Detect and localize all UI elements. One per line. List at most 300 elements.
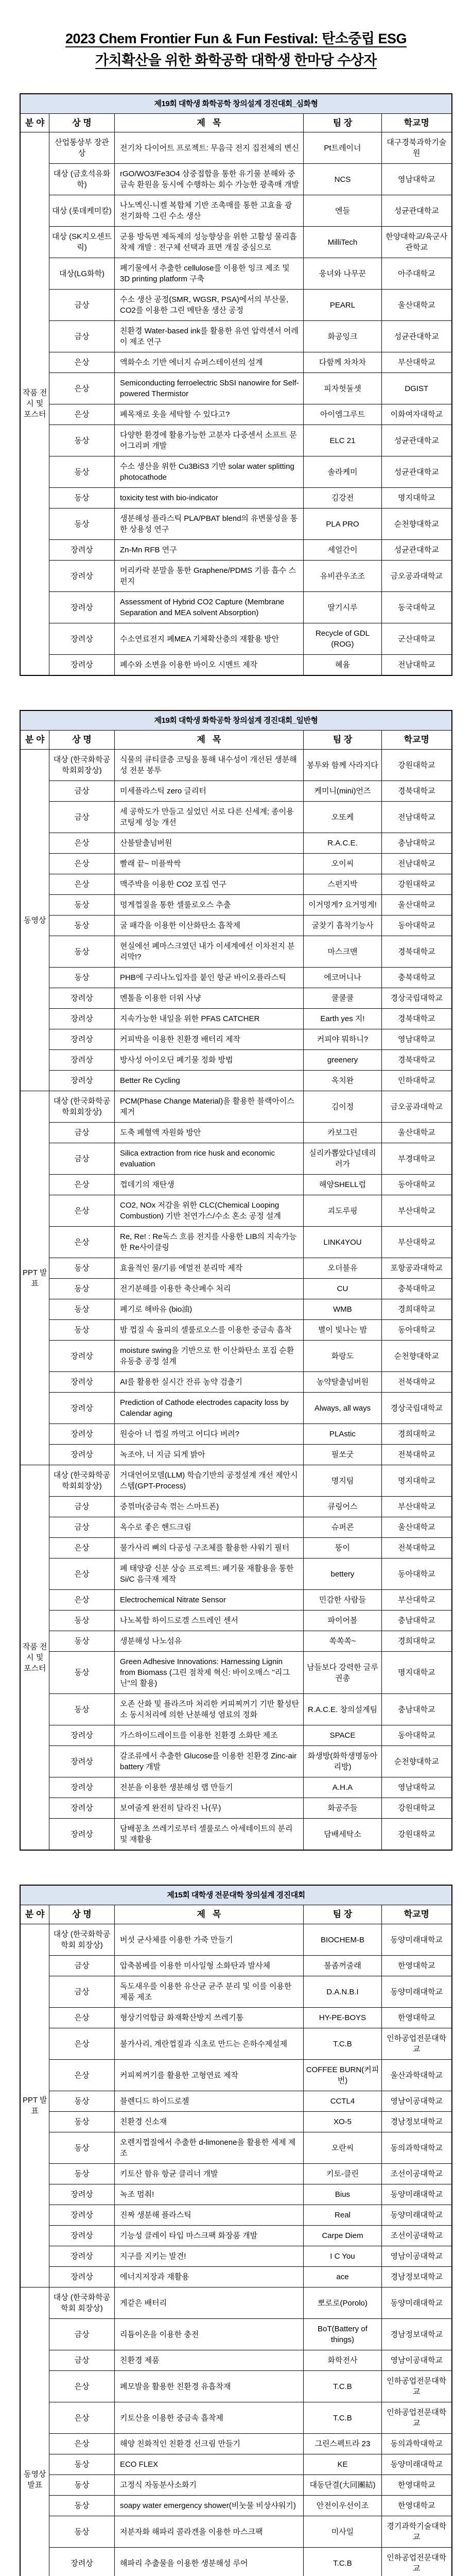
team-cell: 오또케 [303, 802, 381, 833]
award-cell: 산업통상부 장관상 [49, 132, 114, 164]
title-cell: 나노복합 하이드로겔 스트레인 센서 [114, 1611, 303, 1631]
school-cell: 동양미래대학교 [381, 2205, 451, 2226]
field-cell: PPT 발표 [20, 1091, 49, 1465]
team-cell: 화공주들 [303, 1798, 381, 1819]
title-cell: 껍데기의 재탄생 [114, 1175, 303, 1195]
team-cell: T.C.B [303, 2371, 381, 2402]
title-cell: 도축 폐혈액 자원화 방안 [114, 1123, 303, 1143]
award-cell: 대상(LG화학) [49, 258, 114, 290]
team-cell: LINK4YOU [303, 1227, 381, 1258]
award-cell: 장려상 [49, 655, 114, 676]
title-cell: 현실에선 폐마스크였던 내가 이세계에선 이차전지 분리막!? [114, 936, 303, 968]
school-cell: 영남이공대학교 [381, 2091, 451, 2112]
school-cell: 충남대학교 [381, 833, 451, 854]
field-cell: 작품 전시 및 포스터 [20, 1465, 49, 1851]
school-cell: 동양미래대학교 [381, 1924, 451, 1956]
title-cell: 가스하이드레이트를 이용한 친환경 소화탄 제조 [114, 1725, 303, 1746]
award-cell: 동상 [49, 916, 114, 936]
table-row [20, 936, 451, 968]
school-cell: 울산대학교 [381, 1123, 451, 1143]
table-title: 제15회 대학생 전문대학 창의설계 경진대회 [20, 1885, 451, 1905]
team-cell: 민감한 사람들 [303, 1590, 381, 1611]
team-cell: 피자헛둘셋 [303, 373, 381, 404]
table-row [20, 1611, 451, 1631]
title-cell: 폐목재로 옷을 세탁할 수 있다고? [114, 404, 303, 425]
team-cell: 쿨쿨쿨 [303, 988, 381, 1009]
team-cell: 다함께 차차차 [303, 352, 381, 373]
col-header-field: 분 야 [20, 113, 49, 132]
school-cell: 영남대학교 [381, 1777, 451, 1798]
award-cell: 동상 [49, 2091, 114, 2112]
school-cell: 경북대학교 [381, 1009, 451, 1029]
tables-host [0, 93, 472, 2576]
table-row [20, 2267, 451, 2287]
school-cell: 충남대학교 [381, 1611, 451, 1631]
team-cell: 솔라케미 [303, 456, 381, 488]
page-title-line1: 2023 Chem Frontier Fun & Fun Festival: 탄소중립 ESG [65, 31, 407, 46]
table-title-row [20, 94, 451, 114]
title-cell: 친환경 Water-based ink를 활용한 유연 압력센서 어레이 제조 연구 [114, 321, 303, 352]
table-row [20, 2184, 451, 2205]
award-cell: 동상 [49, 1320, 114, 1341]
award-cell: 금상 [49, 1123, 114, 1143]
table-row [20, 1538, 451, 1558]
table-title-row [20, 710, 451, 731]
team-cell: A.H.A [303, 1777, 381, 1798]
team-cell: 이거멍게? 요거멍게! [303, 895, 381, 916]
col-header-title: 제 목 [114, 113, 303, 132]
title-cell: 수소 생산을 위한 Cu3BiS3 기반 solar water splitting photocathode [114, 456, 303, 488]
title-cell: 미세플라스틱 zero 글리터 [114, 781, 303, 802]
team-cell: 실리카뽑았다널데리러가 [303, 1143, 381, 1175]
school-cell: 성균관대학교 [381, 195, 451, 227]
title-cell: 액화수소 기반 에너지 슈퍼스테이션의 설계 [114, 352, 303, 373]
title-cell: 갈조류에서 추출한 Glucose를 이용한 친환경 Zinc-air battery 개발 [114, 1746, 303, 1777]
title-cell: 오렌지껍질에서 추출한 d-limonene을 활용한 세제 제조 [114, 2132, 303, 2164]
award-cell: 대상 (롯데케미칼) [49, 195, 114, 227]
table-row [20, 1143, 451, 1175]
team-cell: PLAstic [303, 1424, 381, 1445]
award-cell: 대상 (한국화학공학회회장상) [49, 750, 114, 781]
table-row [20, 195, 451, 227]
school-cell: 경남정보대학교 [381, 2267, 451, 2287]
school-cell: 울산대학교 [381, 1517, 451, 1538]
school-cell: 전북대학교 [381, 1445, 451, 1465]
title-cell: 친환경 제품 [114, 2350, 303, 2371]
award-cell: 금상 [49, 290, 114, 321]
award-cell: 금상 [49, 1956, 114, 1976]
school-cell: 한영대학교 [381, 1956, 451, 1976]
school-cell: 전북대학교 [381, 1538, 451, 1558]
award-cell: 장려상 [49, 592, 114, 623]
table-row [20, 1517, 451, 1538]
table-row [20, 1694, 451, 1725]
team-cell: NCS [303, 164, 381, 195]
title-cell: 산불탈출넘버원 [114, 833, 303, 854]
title-cell: 오존 산화 및 플라즈마 처리한 커피찌꺼기 기반 활성탄소 동시처리에 의한 난분해성 염료의 정화 [114, 1694, 303, 1725]
table-title: 제19회 대학생 화학공학 창의설계 경진대회_심화형 [20, 94, 451, 114]
award-cell: 동상 [49, 1652, 114, 1694]
title-cell: Prediction of Cathode electrodes capacity loss by Calendar aging [114, 1393, 303, 1424]
award-cell: 동상 [49, 456, 114, 488]
team-cell: 에코머니나 [303, 968, 381, 988]
team-cell: D.A.N.B.I [303, 1976, 381, 2008]
title-cell: 지속가능한 내일을 위한 PFAS CATCHER [114, 1009, 303, 1029]
title-cell: 방사성 아이오딘 폐기물 정화 방법 [114, 1050, 303, 1071]
award-cell: 동상 [49, 509, 114, 540]
team-cell: 별이 빛나는 밤 [303, 1320, 381, 1341]
school-cell: 동양미래대학교 [381, 1976, 451, 2008]
school-cell: 경상국립대학교 [381, 988, 451, 1009]
award-cell: 장려상 [49, 2267, 114, 2287]
award-cell: 금상 [49, 1143, 114, 1175]
award-cell: 동상 [49, 2112, 114, 2132]
table-row [20, 833, 451, 854]
table-row [20, 2112, 451, 2132]
title-cell: 리튬이온을 이용한 충전 [114, 2319, 303, 2350]
team-cell: Bius [303, 2184, 381, 2205]
title-cell: 폐모발을 활용한 친환경 유흡착재 [114, 2371, 303, 2402]
title-cell: PCM(Phase Change Material)을 활용한 블랙아이스 제거 [114, 1091, 303, 1123]
team-cell: 쏙쏙쏙~ [303, 1631, 381, 1652]
team-cell: greenery [303, 1050, 381, 1071]
school-cell: 대구경북과학기술원 [381, 132, 451, 164]
school-cell: 동아대학교 [381, 1558, 451, 1590]
table-row [20, 1091, 451, 1123]
table-row [20, 874, 451, 895]
table-row [20, 750, 451, 781]
field-cell: 동영상 발표 [20, 2287, 49, 2576]
school-cell: 울산대학교 [381, 895, 451, 916]
team-cell: WMB [303, 1299, 381, 1320]
school-cell: 성균관대학교 [381, 540, 451, 561]
school-cell: 한영대학교 [381, 2008, 451, 2028]
school-cell: 경남정보대학교 [381, 2112, 451, 2132]
title-cell: 굴 패각을 이용한 이산화탄소 흡착제 [114, 916, 303, 936]
team-cell: Pt트레이너 [303, 132, 381, 164]
school-cell: 경북대학교 [381, 781, 451, 802]
title-cell: Zn-Mn RFB 연구 [114, 540, 303, 561]
award-cell: 동상 [49, 1258, 114, 1279]
table-row [20, 2350, 451, 2371]
table-row [20, 321, 451, 352]
team-cell: I C You [303, 2246, 381, 2267]
team-cell: 오더블유 [303, 1258, 381, 1279]
table-row [20, 1777, 451, 1798]
team-cell: R.A.C.E. 창의설계팀 [303, 1694, 381, 1725]
school-cell: 군산대학교 [381, 623, 451, 655]
team-cell: 커피야 뭐하니? [303, 1029, 381, 1050]
team-cell: 굴찾기 흡착기능사 [303, 916, 381, 936]
school-cell: 인하공업전문대학교 [381, 2548, 451, 2576]
table-row [20, 1279, 451, 1299]
team-cell: 해양SHELL럽 [303, 1175, 381, 1195]
table-row [20, 2548, 451, 2576]
title-cell: ECO FLEX [114, 2454, 303, 2475]
team-cell: CU [303, 1279, 381, 1299]
school-cell: 인하공업전문대학교 [381, 2028, 451, 2060]
table-row [20, 1123, 451, 1143]
title-cell: 수소 생산 공정(SMR, WGSR, PSA)에서의 부산물, CO2를 이용한 그린 메탄올 생산 공정 [114, 290, 303, 321]
title-cell: Silica extraction from rice husk and economic evaluation [114, 1143, 303, 1175]
table-row [20, 1393, 451, 1424]
table-row [20, 352, 451, 373]
title-cell: 기능성 클레이 타입 마스크팩 화장품 개발 [114, 2226, 303, 2246]
team-cell: 미사일 [303, 2516, 381, 2548]
table-row [20, 916, 451, 936]
table-row [20, 2226, 451, 2246]
team-cell: 카보그린 [303, 1123, 381, 1143]
school-cell: 충북대학교 [381, 1279, 451, 1299]
title-cell: 멘톨을 이용한 더위 사냥 [114, 988, 303, 1009]
table-row [20, 2402, 451, 2434]
award-cell: 대상 (한국화학공학회회장상) [49, 1091, 114, 1123]
title-cell: 불가사리, 계란껍질과 식초로 만드는 은하수제설제 [114, 2028, 303, 2060]
title-cell: 불가사리 뼈의 다공성 구조체를 활용한 샤워기 필터 [114, 1538, 303, 1558]
award-cell: 동상 [49, 2516, 114, 2548]
award-cell: 동상 [49, 2496, 114, 2516]
table-row [20, 1050, 451, 1071]
col-header-title: 제 목 [114, 1905, 303, 1924]
title-cell: 저분자화 해파리 콜라겐을 이용한 마스크팩 [114, 2516, 303, 2548]
table-row [20, 2028, 451, 2060]
column-header-row [20, 1905, 451, 1924]
award-cell: 동상 [49, 2132, 114, 2164]
table-row [20, 2060, 451, 2091]
award-cell: 은상 [49, 1227, 114, 1258]
title-cell: 밤 껍질 속 율피의 셀룰로오스를 이용한 중금속 흡착 [114, 1320, 303, 1341]
award-cell: 장려상 [49, 1424, 114, 1445]
table-row [20, 1445, 451, 1465]
table-row [20, 1746, 451, 1777]
award-table-3 [20, 1885, 452, 2576]
table-row [20, 2434, 451, 2454]
table-row [20, 1798, 451, 1819]
team-cell: 큐링어스 [303, 1497, 381, 1517]
title-cell: 담배꽁초 쓰레기로부터 셀룰로스 아세테이트의 분리 및 재활용 [114, 1819, 303, 1851]
team-cell: 필쏘굿 [303, 1445, 381, 1465]
team-cell: 화공잉크 [303, 321, 381, 352]
team-cell: ace [303, 2267, 381, 2287]
table-row [20, 2246, 451, 2267]
school-cell: 동양미래대학교 [381, 2454, 451, 2475]
award-cell: 장려상 [49, 2226, 114, 2246]
team-cell: 아이엠그루트 [303, 404, 381, 425]
award-cell: 동상 [49, 2454, 114, 2475]
school-cell: 강원대학교 [381, 1819, 451, 1851]
award-cell: 은상 [49, 373, 114, 404]
title-cell: 수소연료전지 폐MEA 기체확산층의 재활용 방안 [114, 623, 303, 655]
col-header-school: 학교명 [381, 731, 451, 750]
team-cell: 스펀지박 [303, 874, 381, 895]
school-cell: 충남대학교 [381, 1694, 451, 1725]
page-title-line2: 가치확산을 위한 화학공학 대학생 한마당 수상자 [95, 52, 377, 68]
team-cell: Always, all ways [303, 1393, 381, 1424]
column-header-row [20, 113, 451, 132]
team-cell: 남들보다 강력한 글루권총 [303, 1652, 381, 1694]
school-cell: 강원대학교 [381, 750, 451, 781]
title-cell: 폐기물에서 추출한 cellulose를 이용한 잉크 제조 및 3D printing platform 구축 [114, 258, 303, 290]
school-cell: 동아대학교 [381, 916, 451, 936]
award-cell: 은상 [49, 2008, 114, 2028]
school-cell: 영남대학교 [381, 164, 451, 195]
title-cell: 생분해성 플라스틱 PLA/PBAT blend의 유변물성을 통한 상용성 연구 [114, 509, 303, 540]
table-row [20, 2454, 451, 2475]
table-row [20, 1175, 451, 1195]
team-cell: 오이씨 [303, 854, 381, 874]
title-cell: 폐 태양광 신분 상승 프로젝트: 폐기물 재활용을 통한 Si/C 음극재 제작 [114, 1558, 303, 1590]
school-cell: 포항공과대학교 [381, 1258, 451, 1279]
table-row [20, 1341, 451, 1372]
award-cell: 동상 [49, 425, 114, 456]
title-cell: CO2, NOx 저감을 위한 CLC(Chemical Looping Combustion) 기반 천연가스/수소 혼소 공정 설계 [114, 1195, 303, 1227]
team-cell: T.C.B [303, 2402, 381, 2434]
title-cell: 해파리 추출물을 이용한 생분해성 루어 [114, 2548, 303, 2576]
col-header-field: 분 야 [20, 731, 49, 750]
team-cell: 김강전 [303, 488, 381, 509]
award-cell: 동상 [49, 1631, 114, 1652]
title-cell: 군용 방독면 제독제의 성능향상을 위한 고활성 물리흡착제 개발 : 전구체 선택과 표면 개질 중심으로 [114, 227, 303, 258]
title-cell: Green Adhesive Innovations: Harnessing Lignin from Biomass (그린 점착제 혁신: 바이오매스 "리그닌"의 활용) [114, 1652, 303, 1694]
table-row [20, 2319, 451, 2350]
school-cell: 부경대학교 [381, 1143, 451, 1175]
table-row [20, 2371, 451, 2402]
award-cell: 장려상 [49, 2246, 114, 2267]
title-cell: Semiconducting ferroelectric SbSI nanowire for Self-powered Thermistor [114, 373, 303, 404]
title-cell: 키토산을 이용한 중금속 흡착제 [114, 2402, 303, 2434]
award-cell: 대상 (한국화학공학회 회장상) [49, 1924, 114, 1956]
award-cell: 은상 [49, 1175, 114, 1195]
title-cell: 나노멕신-니켈 복합체 기반 조촉매를 통한 고효율 광전기화학 그린 수소 생산 [114, 195, 303, 227]
team-cell: MilliTech [303, 227, 381, 258]
award-cell: 장려상 [49, 1372, 114, 1393]
school-cell: 전남대학교 [381, 854, 451, 874]
column-header-row [20, 731, 451, 750]
school-cell: 순천향대학교 [381, 1746, 451, 1777]
award-cell: 은상 [49, 874, 114, 895]
award-cell: 금상 [49, 1497, 114, 1517]
table-row [20, 1258, 451, 1279]
school-cell: 부산대학교 [381, 1195, 451, 1227]
field-cell: 작품 전시 및 포스터 [20, 132, 49, 676]
school-cell: 경남정보대학교 [381, 2319, 451, 2350]
title-cell: soapy water emergency shower(비눗물 비상샤워기) [114, 2496, 303, 2516]
team-cell: R.A.C.E. [303, 833, 381, 854]
award-cell: 금상 [49, 2350, 114, 2371]
school-cell: 강원대학교 [381, 874, 451, 895]
school-cell: 한영대학교 [381, 2496, 451, 2516]
award-cell: 장려상 [49, 1029, 114, 1050]
school-cell: 경희대학교 [381, 1631, 451, 1652]
school-cell: 동양미래대학교 [381, 2287, 451, 2319]
award-cell: 은상 [49, 2371, 114, 2402]
field-cell: PPT 발표 [20, 1924, 49, 2287]
school-cell: 한양대학교/육군사관학교 [381, 227, 451, 258]
award-cell: 동상 [49, 968, 114, 988]
team-cell: XO-5 [303, 2112, 381, 2132]
award-cell: 은상 [49, 833, 114, 854]
table-row [20, 1924, 451, 1956]
title-cell: 커피박을 이용한 친환경 배터리 제작 [114, 1029, 303, 1050]
school-cell: 금오공과대학교 [381, 561, 451, 592]
award-cell: 동상 [49, 488, 114, 509]
col-header-school: 학교명 [381, 1905, 451, 1924]
title-cell: 전기차 다이어트 프로젝트: 무음극 전지 집전체의 변신 [114, 132, 303, 164]
col-header-award: 상 명 [49, 113, 114, 132]
school-cell: 인하공업전문대학교 [381, 2371, 451, 2402]
school-cell: 울산대학교 [381, 290, 451, 321]
table-row [20, 540, 451, 561]
award-cell: 동상 [49, 2475, 114, 2496]
team-cell: Carpe Diem [303, 2226, 381, 2246]
award-cell: 은상 [49, 1590, 114, 1611]
team-cell: PLA PRO [303, 509, 381, 540]
team-cell: 김이정 [303, 1091, 381, 1123]
school-cell: 경상국립대학교 [381, 1393, 451, 1424]
team-cell: 대동단결(大同團結) [303, 2475, 381, 2496]
team-cell: 그린스펙트라 23 [303, 2434, 381, 2454]
title-cell: rGO/WO3/Fe3O4 삼중접합을 통한 유기물 분해와 중금속 환원을 동시에 수행하는 회수 가능한 광촉매 개발 [114, 164, 303, 195]
table-row [20, 1956, 451, 1976]
school-cell: 충북대학교 [381, 968, 451, 988]
award-cell: 금상 [49, 1517, 114, 1538]
award-cell: 장려상 [49, 1725, 114, 1746]
team-cell: BoT(Battery of things) [303, 2319, 381, 2350]
award-cell: 은상 [49, 2028, 114, 2060]
award-cell: 은상 [49, 2060, 114, 2091]
award-cell: 장려상 [49, 2184, 114, 2205]
school-cell: 부산대학교 [381, 1590, 451, 1611]
school-cell: 부산대학교 [381, 352, 451, 373]
table-row [20, 1590, 451, 1611]
award-cell: 대상 (한국화학공학회회장상) [49, 1465, 114, 1497]
school-cell: 경북대학교 [381, 1050, 451, 1071]
award-cell: 은상 [49, 1538, 114, 1558]
award-cell: 장려상 [49, 1798, 114, 1819]
title-cell: 블렌디드 하이드로젤 [114, 2091, 303, 2112]
school-cell: 한영대학교 [381, 2475, 451, 2496]
table-row [20, 1071, 451, 1091]
table-row [20, 2091, 451, 2112]
table-row [20, 854, 451, 874]
award-cell: 장려상 [49, 2205, 114, 2226]
team-cell: Recycle of GDL (ROG) [303, 623, 381, 655]
school-cell: 동아대학교 [381, 1725, 451, 1746]
table-row [20, 425, 451, 456]
award-cell: 은상 [49, 2402, 114, 2434]
team-cell: 명지팀 [303, 1465, 381, 1497]
title-cell: 생분해성 나노섬유 [114, 1631, 303, 1652]
school-cell: 조선이공대학교 [381, 2226, 451, 2246]
award-cell: 은상 [49, 2434, 114, 2454]
school-cell: 성균관대학교 [381, 425, 451, 456]
school-cell: 성균관대학교 [381, 321, 451, 352]
table-row [20, 1976, 451, 2008]
title-cell: 고정식 자동분사소화기 [114, 2475, 303, 2496]
table-row [20, 2008, 451, 2028]
school-cell: 강원대학교 [381, 1798, 451, 1819]
award-cell: 동상 [49, 2164, 114, 2184]
title-cell: 전분을 이용한 생분해성 랩 만들기 [114, 1777, 303, 1798]
title-cell: 빨래 끝~ 미플싹싹 [114, 854, 303, 874]
school-cell: 영남이공대학교 [381, 2350, 451, 2371]
table-row [20, 258, 451, 290]
award-cell: 장려상 [49, 988, 114, 1009]
title-cell: 형상기억합금 화재확산방지 쓰레기통 [114, 2008, 303, 2028]
school-cell: 동양미래대학교 [381, 2184, 451, 2205]
table-row [20, 623, 451, 655]
title-cell: Electrochemical Nitrate Sensor [114, 1590, 303, 1611]
